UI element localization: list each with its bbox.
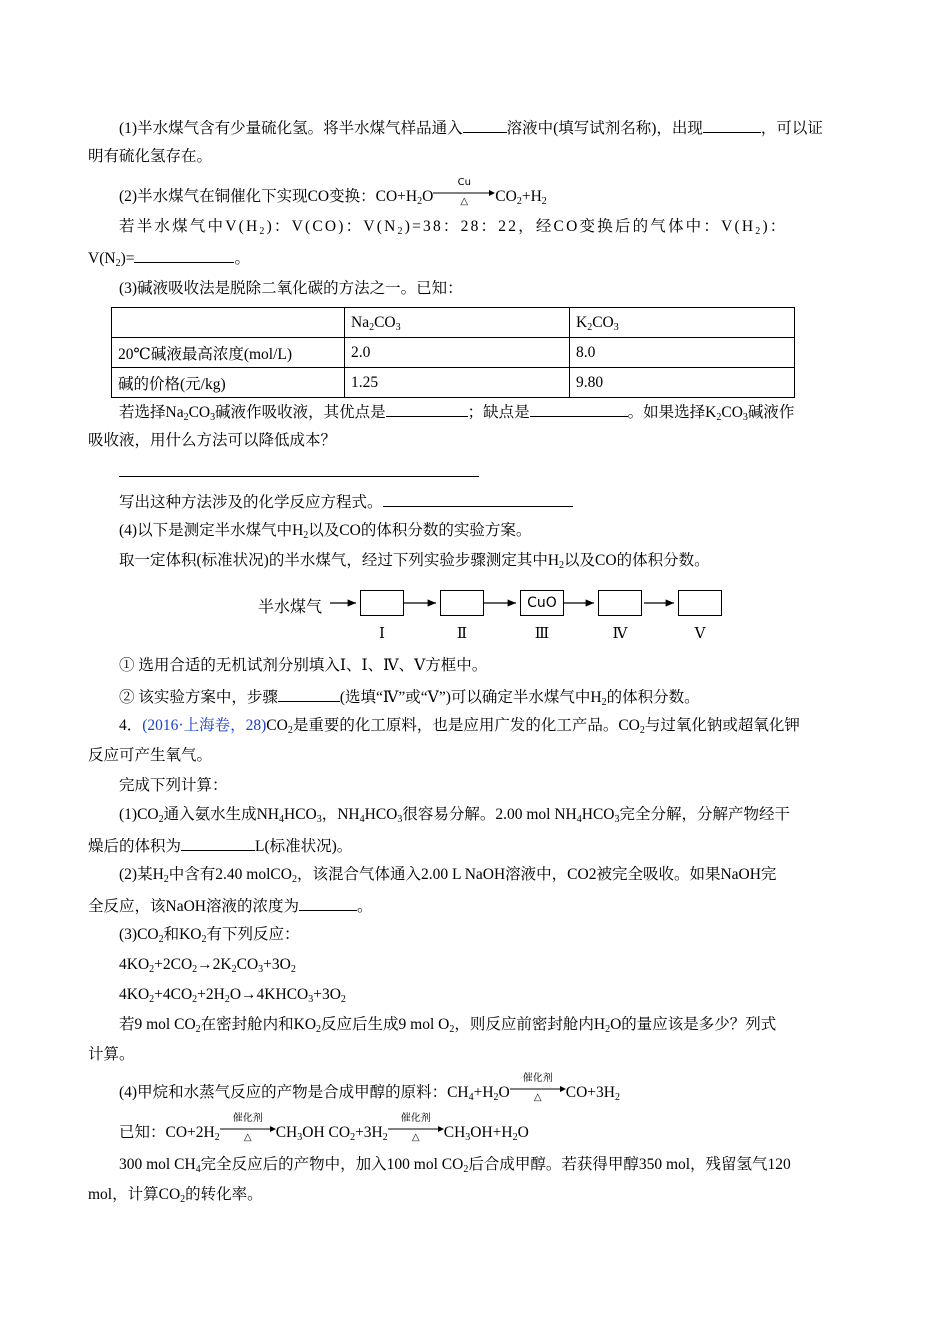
table-cell bbox=[112, 308, 345, 338]
flow-input-label: 半水煤气 bbox=[258, 597, 323, 616]
q3-part3-question-line1: 若选择$Na_2CO_3$碱液作吸收液，其优点是 ；缺点是 。如果选择$K_2CO_3$碱液作 bbox=[119, 401, 794, 423]
table-cell: $K_2CO_3$ bbox=[570, 308, 795, 338]
q4-part1-line2: 燥后的体积为 L(标准状况)。 bbox=[88, 835, 352, 857]
q3-part4-subq2: ② 该实验方案中，步骤 (选填“Ⅳ”或“Ⅴ”)可以确定半水煤气中$H_2$的体积分数。 bbox=[119, 686, 700, 708]
q3-part2-equation: (2)半水煤气在铜催化下实现CO变换：$CO+H_2O$ Cu △ $CO_2+H_2$ bbox=[119, 177, 547, 207]
q4-part4-question-line2: mol，计算$CO_2$的转化率。 bbox=[88, 1186, 263, 1205]
q4-part1-line1: $(1)CO_2$通入氨水生成$NH_4HCO_3$，$NH_4HCO_3$很容易分解。2.00 mol $NH_4HCO_3$完全分解，分解产物经干 bbox=[119, 806, 790, 825]
q4-stem-line2: 反应可产生氧气。 bbox=[88, 747, 213, 764]
table-row bbox=[112, 338, 795, 368]
answer-blank[interactable] bbox=[530, 401, 628, 417]
table-cell: 8.0 bbox=[570, 338, 795, 368]
answer-blank[interactable] bbox=[463, 117, 507, 133]
answer-blank[interactable] bbox=[299, 895, 357, 911]
q4-part2-line1: (2)某$H_2$中含有2.40 molCO$_2$，该混合气体通入2.00 L NaOH溶液中，CO2被完全吸收。如果NaOH完 bbox=[119, 866, 777, 885]
q3-part3-question-line2: 吸收液，用什么方法可以降低成本？ bbox=[88, 432, 337, 449]
table-cell: $Na_2CO_3$ bbox=[345, 308, 570, 338]
answer-blank[interactable] bbox=[181, 835, 255, 851]
q4-part4-known-equations: 已知：$CO+2H_2$ 催化剂 △ $CH_3OH$ $CO_2+3H_2$ 催化剂 △ $CH_3OH+H_2O$ bbox=[119, 1113, 529, 1143]
flow-box-3: CuO bbox=[520, 590, 564, 616]
table-cell: 2.0 bbox=[345, 338, 570, 368]
q3-part2-ratio-line1: 若半水煤气中$V(H_2)$：V(CO)：$V(N_2)=38$：28：22，经CO变换后的气体中：$V(H_2)$： bbox=[119, 218, 788, 237]
q4-part3-question-line2: 计算。 bbox=[88, 1046, 135, 1063]
flow-box-4 bbox=[598, 590, 642, 616]
q3-part2-ratio-line2: $V(N_2)=$ 。 bbox=[88, 247, 250, 269]
alkali-data-table bbox=[111, 307, 795, 398]
q4-part2-line2: 全反应，该NaOH溶液的浓度为 。 bbox=[88, 895, 372, 917]
table-row bbox=[112, 368, 795, 398]
q3-part3-equation-prompt: 写出这种方法涉及的化学反应方程式。 bbox=[119, 491, 573, 513]
flow-step-number: Ⅲ bbox=[534, 626, 550, 642]
answer-line[interactable] bbox=[119, 461, 479, 483]
flow-step-number: Ⅱ bbox=[456, 626, 468, 642]
q4-stem-line1: 4．(2016·上海卷，$28)CO_2$是重要的化工原料，也是应用广发的化工产品。$CO_2$与过氧化钠或超氧化钾 bbox=[119, 717, 800, 736]
reaction-arrow: 催化剂 △ bbox=[510, 1083, 566, 1097]
table-row bbox=[112, 308, 795, 338]
q3-part4-intro: (4)以下是测定半水煤气中$H_2$以及CO的体积分数的实验方案。 bbox=[119, 522, 532, 541]
q4-part4-equation: (4)甲烷和水蒸气反应的产物是合成甲醇的原料：$CH_4+H_2O$ 催化剂 △ $CO+3H_2$ bbox=[119, 1073, 620, 1103]
q3-part3-intro: (3)碱液吸收法是脱除二氧化碳的方法之一。已知： bbox=[119, 280, 463, 297]
answer-blank[interactable] bbox=[134, 247, 234, 263]
question-source: (2016·上海卷，28) bbox=[142, 717, 267, 734]
table-cell: 碱的价格(元/kg) bbox=[112, 368, 345, 398]
q4-part3-question-line1: 若9 mol $CO_2$在密封舱内和$KO_2$反应后生成9 mol $O_2$，则反应前密封舱内$H_2O$的量应该是多少？列式 bbox=[119, 1016, 777, 1035]
q3-part4-procedure: 取一定体积(标准状况)的半水煤气，经过下列实验步骤测定其中$H_2$以及CO的体积分数。 bbox=[119, 552, 710, 571]
flow-step-number: Ⅴ bbox=[694, 626, 706, 642]
q4-instruction: 完成下列计算： bbox=[119, 777, 228, 794]
reaction-arrow: 催化剂 △ bbox=[388, 1123, 444, 1137]
answer-blank[interactable] bbox=[703, 117, 761, 133]
q4-part4-question-line1: 300 mol $CH_4$完全反应后的产物中，加入100 mol $CO_2$后合成甲醇。若获得甲醇350 mol，残留氢气120 bbox=[119, 1156, 791, 1175]
flow-box-5 bbox=[678, 590, 722, 616]
flow-box-2 bbox=[440, 590, 484, 616]
table-cell: 20℃碱液最高浓度(mol/L) bbox=[112, 338, 345, 368]
table-cell: 1.25 bbox=[345, 368, 570, 398]
reaction-arrow: Cu △ bbox=[433, 187, 495, 201]
answer-blank[interactable] bbox=[278, 686, 340, 702]
answer-blank[interactable] bbox=[386, 401, 468, 417]
q3-part1-line2: 明有硫化氢存在。 bbox=[88, 148, 213, 165]
q3-part4-subq1: ① 选用合适的无机试剂分别填入Ⅰ、Ⅰ、Ⅳ、Ⅴ方框中。 bbox=[119, 657, 488, 674]
q4-part3-intro: $(3)CO_2$和$KO_2$有下列反应： bbox=[119, 926, 300, 945]
answer-blank[interactable] bbox=[383, 491, 573, 507]
flow-step-number: Ⅰ bbox=[379, 626, 385, 642]
flow-step-number: Ⅳ bbox=[612, 626, 628, 642]
experiment-flow-diagram bbox=[258, 588, 738, 648]
table-cell: 9.80 bbox=[570, 368, 795, 398]
reaction-equation-2: $4KO_2+4CO_2+2H_2O\to 4KHCO_3+3O_2$ bbox=[119, 986, 346, 1005]
flow-box-1 bbox=[360, 590, 404, 616]
q3-part1-line1: (1)半水煤气含有少量硫化氢。将半水煤气样品通入 溶液中(填写试剂名称)，出现 ，可以证 bbox=[119, 117, 823, 139]
reaction-equation-1: $4KO_2+2CO_2\to 2K_2CO_3+3O_2$ bbox=[119, 956, 296, 975]
reaction-arrow: 催化剂 △ bbox=[220, 1123, 276, 1137]
